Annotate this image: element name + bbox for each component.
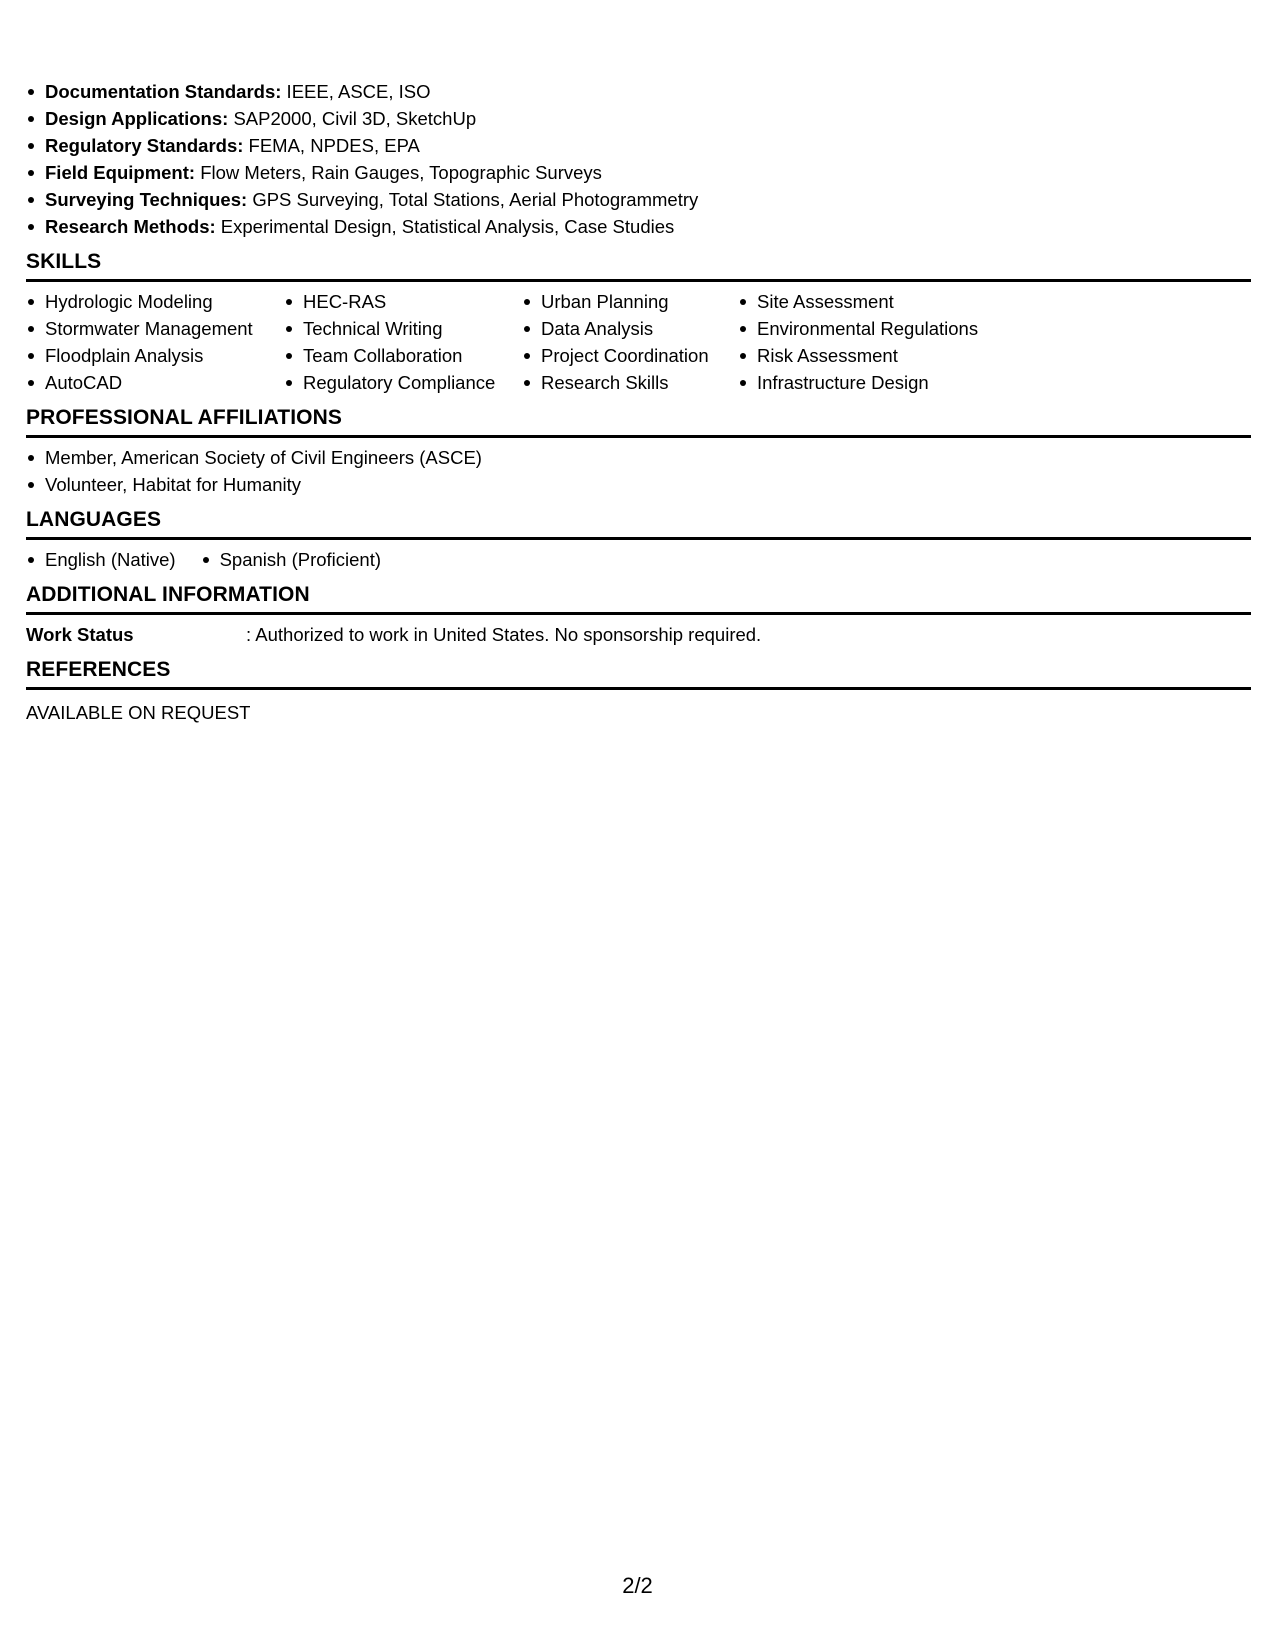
page-number: 2/2 <box>622 1573 653 1598</box>
skill-item: Project Coordination <box>522 342 738 369</box>
tools-item-value: GPS Surveying, Total Stations, Aerial Photogrammetry <box>247 189 699 210</box>
tools-item <box>26 186 1251 213</box>
languages-heading: LANGUAGES <box>26 498 1251 540</box>
tools-item-label: Design Applications: <box>45 108 229 129</box>
skill-item: Regulatory Compliance <box>284 369 522 396</box>
resume-content <box>26 78 1251 726</box>
skill-item: AutoCAD <box>26 369 284 396</box>
language-item: Spanish (Proficient) <box>201 546 381 573</box>
skills-grid <box>26 288 1251 396</box>
tools-item-value: IEEE, ASCE, ISO <box>281 81 431 102</box>
skills-column <box>522 288 738 396</box>
skill-item: Team Collaboration <box>284 342 522 369</box>
tools-item-value: FEMA, NPDES, EPA <box>243 135 420 156</box>
tools-list <box>26 78 1251 240</box>
language-item: English (Native) <box>26 546 176 573</box>
skill-item: Site Assessment <box>738 288 998 315</box>
skill-item: Data Analysis <box>522 315 738 342</box>
tools-item-label: Surveying Techniques: <box>45 189 248 210</box>
tools-item-label: Field Equipment: <box>45 162 196 183</box>
skill-item: Research Skills <box>522 369 738 396</box>
tools-item <box>26 132 1251 159</box>
work-status-value: : Authorized to work in United States. No sponsorship required. <box>246 624 762 645</box>
skill-item: Stormwater Management <box>26 315 284 342</box>
work-status-row <box>26 621 1251 648</box>
affiliations-list <box>26 444 1251 498</box>
tools-item-label: Research Methods: <box>45 216 216 237</box>
tools-item <box>26 78 1251 105</box>
tools-item-label: Documentation Standards: <box>45 81 282 102</box>
skills-column <box>738 288 998 396</box>
skill-item: HEC-RAS <box>284 288 522 315</box>
affiliation-item: Member, American Society of Civil Engineers (ASCE) <box>26 444 1251 471</box>
skill-item: Urban Planning <box>522 288 738 315</box>
additional-info-heading: ADDITIONAL INFORMATION <box>26 573 1251 615</box>
affiliation-item: Volunteer, Habitat for Humanity <box>26 471 1251 498</box>
skill-item: Floodplain Analysis <box>26 342 284 369</box>
references-heading: REFERENCES <box>26 648 1251 690</box>
skills-heading: SKILLS <box>26 240 1251 282</box>
affiliations-heading: PROFESSIONAL AFFILIATIONS <box>26 396 1251 438</box>
tools-item-value: Experimental Design, Statistical Analysis, Case Studies <box>215 216 675 237</box>
tools-item <box>26 213 1251 240</box>
skill-item: Risk Assessment <box>738 342 998 369</box>
skill-item: Hydrologic Modeling <box>26 288 284 315</box>
skills-column <box>26 288 284 396</box>
languages-list <box>26 546 1251 573</box>
skill-item: Environmental Regulations <box>738 315 998 342</box>
tools-item-value: SAP2000, Civil 3D, SketchUp <box>228 108 477 129</box>
skills-column <box>284 288 522 396</box>
references-text: AVAILABLE ON REQUEST <box>26 702 251 723</box>
work-status-label: Work Status <box>26 624 134 645</box>
skill-item: Infrastructure Design <box>738 369 998 396</box>
tools-item-value: Flow Meters, Rain Gauges, Topographic Surveys <box>195 162 602 183</box>
tools-item <box>26 105 1251 132</box>
tools-item-label: Regulatory Standards: <box>45 135 244 156</box>
skill-item: Technical Writing <box>284 315 522 342</box>
tools-item <box>26 159 1251 186</box>
